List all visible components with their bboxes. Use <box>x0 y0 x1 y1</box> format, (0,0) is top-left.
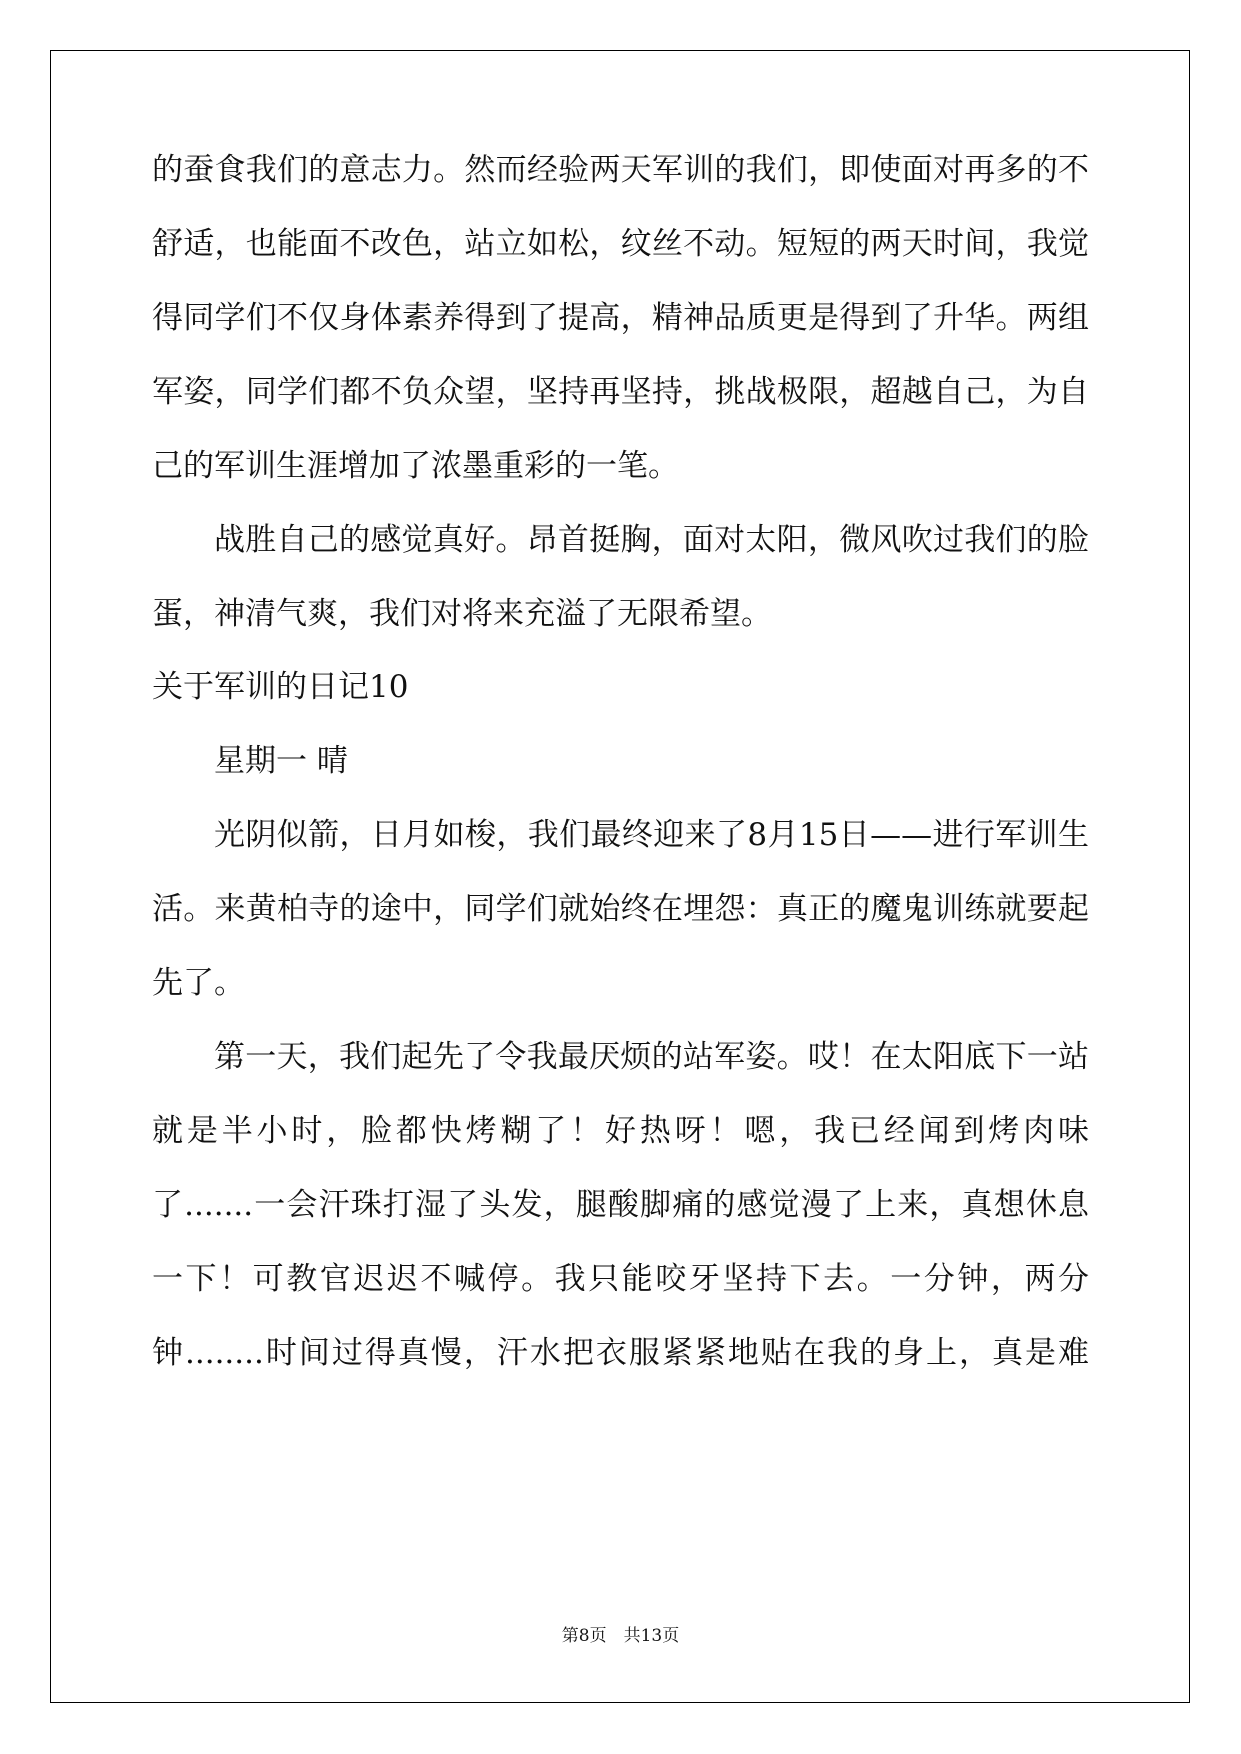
text-line: 的蚕食我们的意志力。然而经验两天军训的我们，即使面对再多的不 <box>152 152 1089 188</box>
text-line: 就是半小时，脸都快烤糊了！好热呀！嗯，我已经闻到烤肉味 <box>152 1113 1089 1149</box>
text-line: 光阴似箭，日月如梭，我们最终迎来了8月15日——进行军训生 <box>214 817 1089 853</box>
text-line: 己的军训生涯增加了浓墨重彩的一笔。 <box>152 448 679 484</box>
text-line: 活。来黄柏寺的途中，同学们就始终在埋怨：真正的魔鬼训练就要起 <box>152 891 1089 927</box>
text-line: 钟........时间过得真慢，汗水把衣服紧紧地贴在我的身上，真是难 <box>152 1335 1089 1371</box>
page-border <box>50 50 1190 1703</box>
page-number-footer: 第8页 共13页 <box>561 1626 680 1646</box>
text-line: 星期一 晴 <box>214 743 348 779</box>
text-line: 第一天，我们起先了令我最厌烦的站军姿。哎！在太阳底下一站 <box>214 1039 1089 1075</box>
text-line: 先了。 <box>152 965 245 1001</box>
section-heading: 关于军训的日记10 <box>152 669 409 705</box>
text-line: 军姿，同学们都不负众望，坚持再坚持，挑战极限，超越自己，为自 <box>152 374 1089 410</box>
text-line: 了.......一会汗珠打湿了头发，腿酸脚痛的感觉漫了上来，真想休息 <box>152 1187 1089 1223</box>
text-line: 战胜自己的感觉真好。昂首挺胸，面对太阳，微风吹过我们的脸 <box>214 522 1089 558</box>
text-line: 得同学们不仅身体素养得到了提高，精神品质更是得到了升华。两组 <box>152 300 1089 336</box>
text-line: 蛋，神清气爽，我们对将来充溢了无限希望。 <box>152 596 772 632</box>
text-line: 舒适，也能面不改色，站立如松，纹丝不动。短短的两天时间，我觉 <box>152 226 1089 262</box>
text-line: 一下！可教官迟迟不喊停。我只能咬牙坚持下去。一分钟，两分 <box>152 1261 1089 1297</box>
